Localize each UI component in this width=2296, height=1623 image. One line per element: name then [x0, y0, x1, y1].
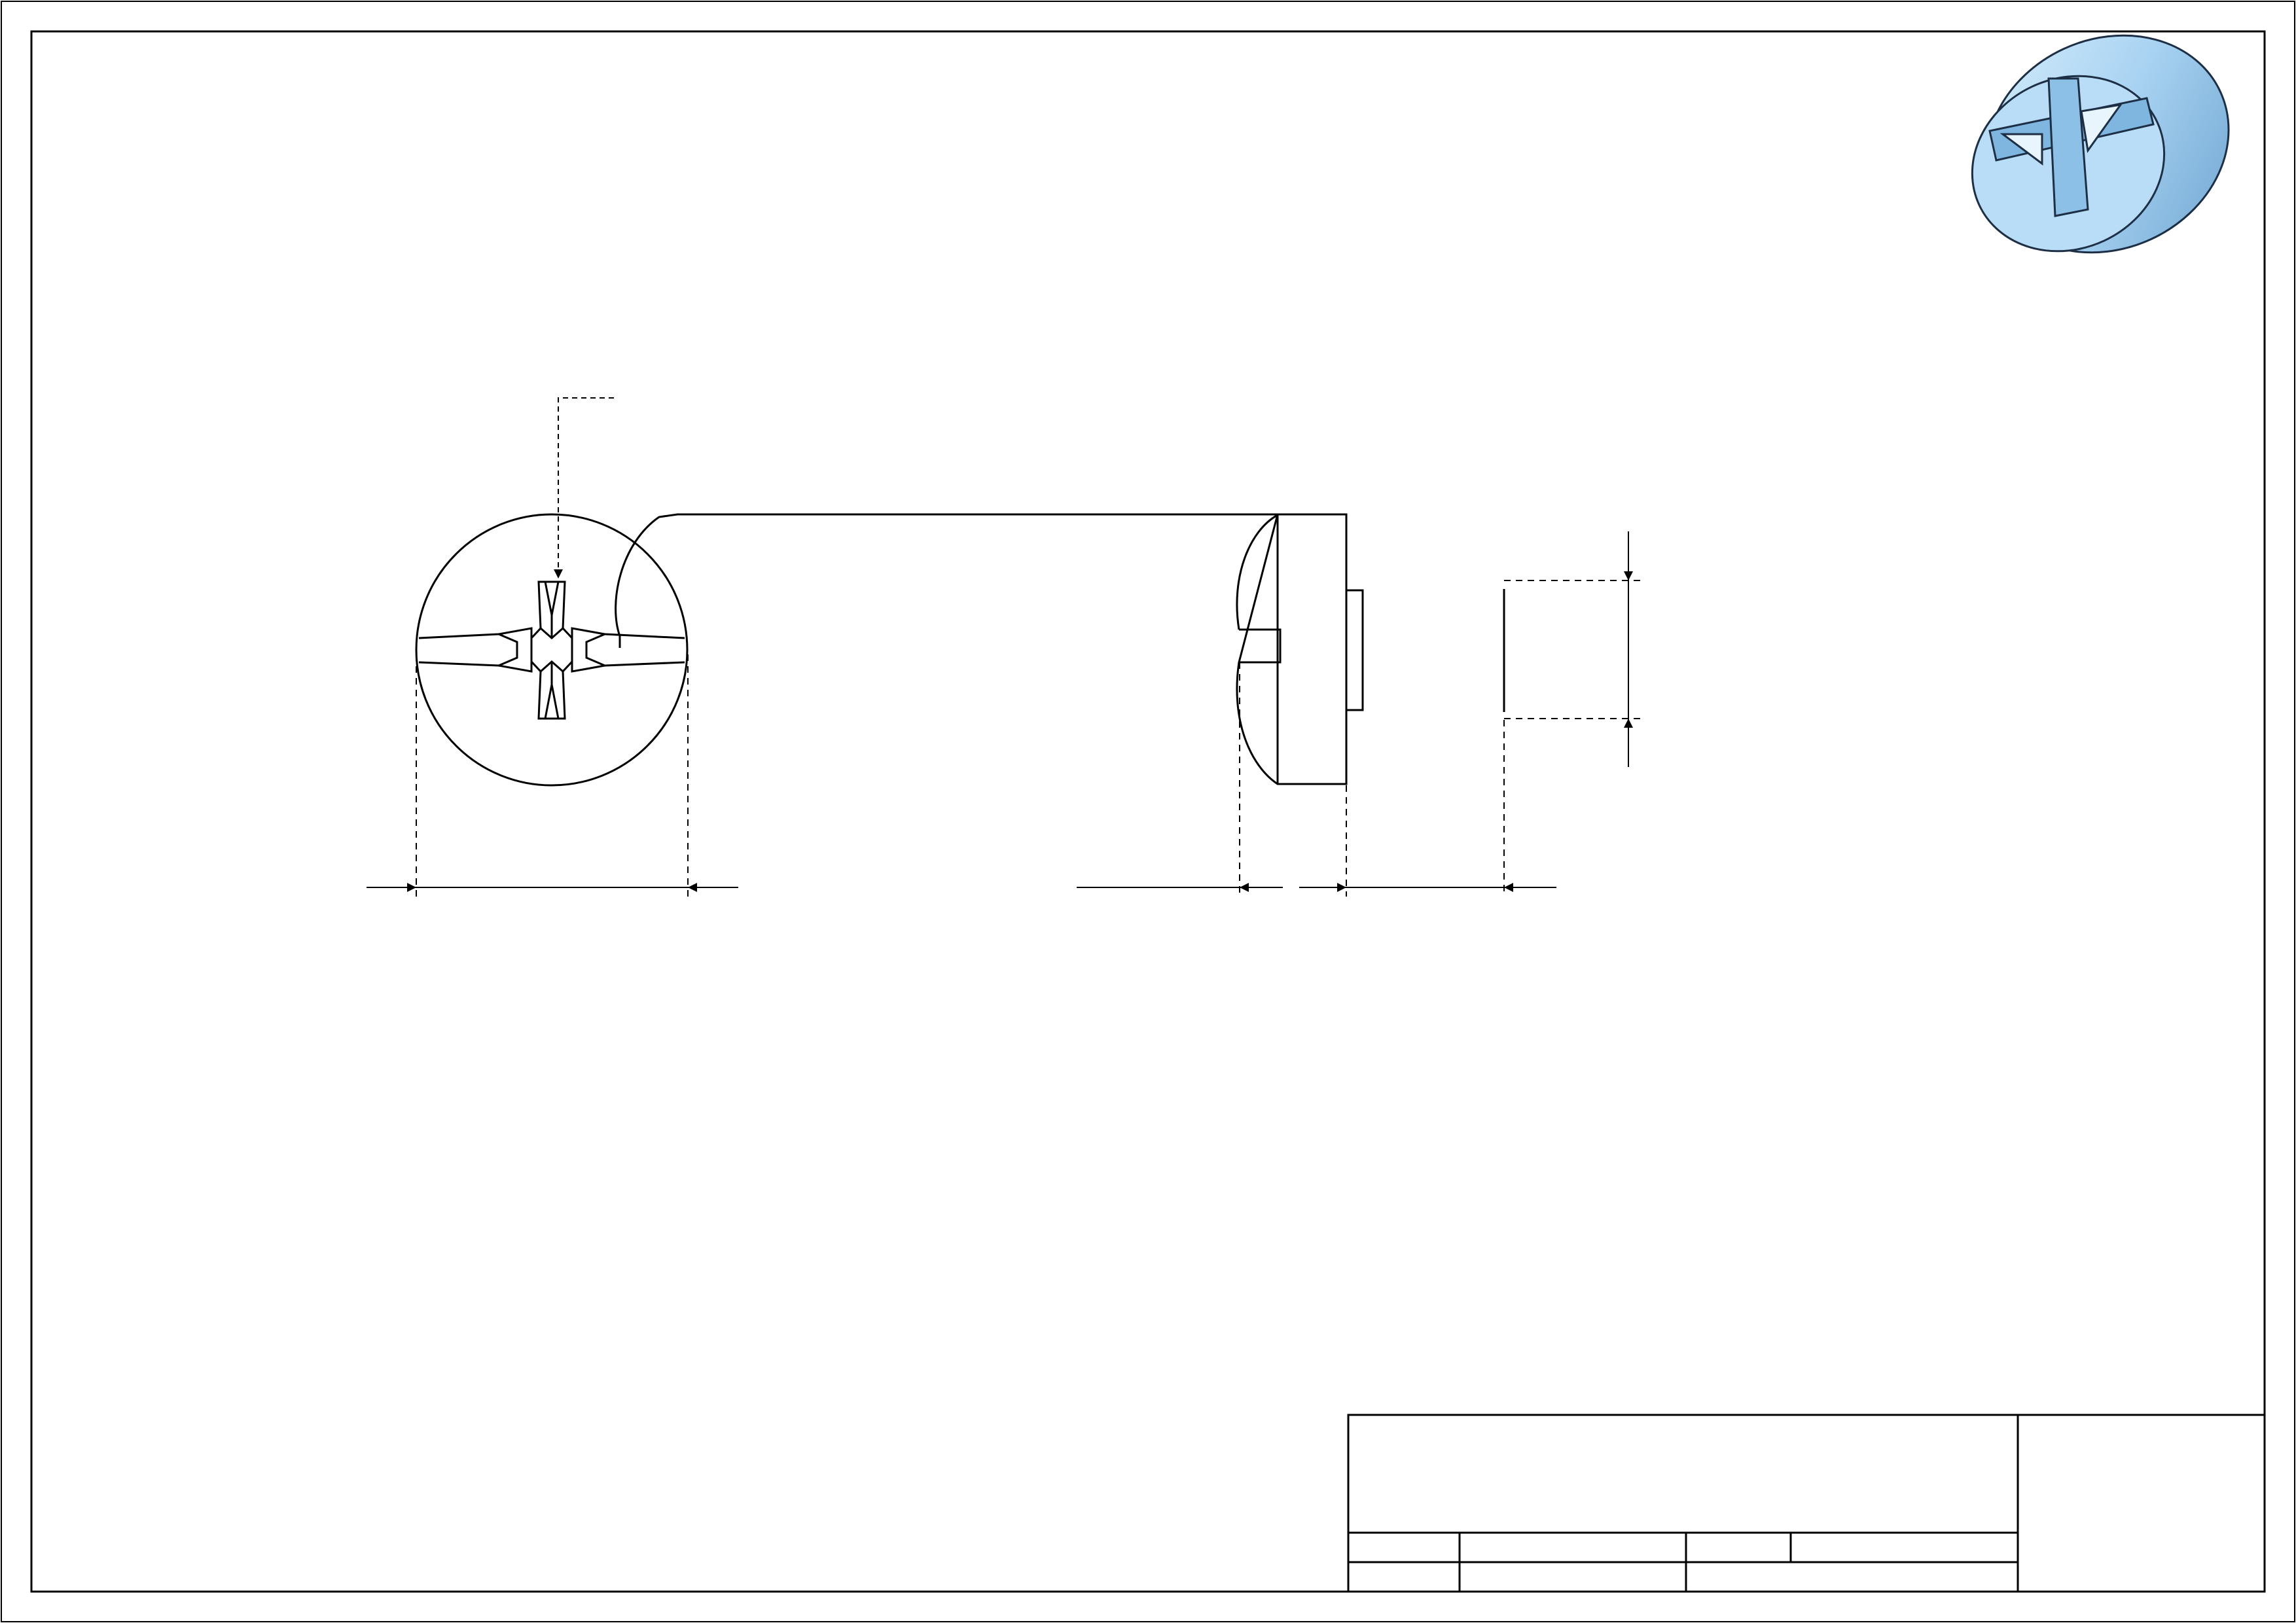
side-view — [616, 514, 1504, 784]
head-side-outline — [616, 514, 1346, 648]
length-dimensions — [1077, 662, 1556, 897]
drive-callout — [558, 398, 614, 579]
phillips-cross — [531, 582, 572, 719]
title-block — [1348, 1415, 2265, 1592]
screw-3d-render — [1943, 0, 2265, 291]
outer-border — [1, 1, 2295, 1622]
shank-outline — [1346, 590, 1363, 710]
phillips-cross-inner — [541, 582, 563, 719]
head-outline-circle — [416, 514, 687, 785]
pan-head — [1237, 514, 1346, 784]
head-slot — [1239, 630, 1280, 662]
top-view — [416, 514, 687, 785]
thread-root — [1363, 589, 1504, 712]
inner-border — [31, 31, 2265, 1592]
thread-dimension — [1504, 531, 1643, 767]
